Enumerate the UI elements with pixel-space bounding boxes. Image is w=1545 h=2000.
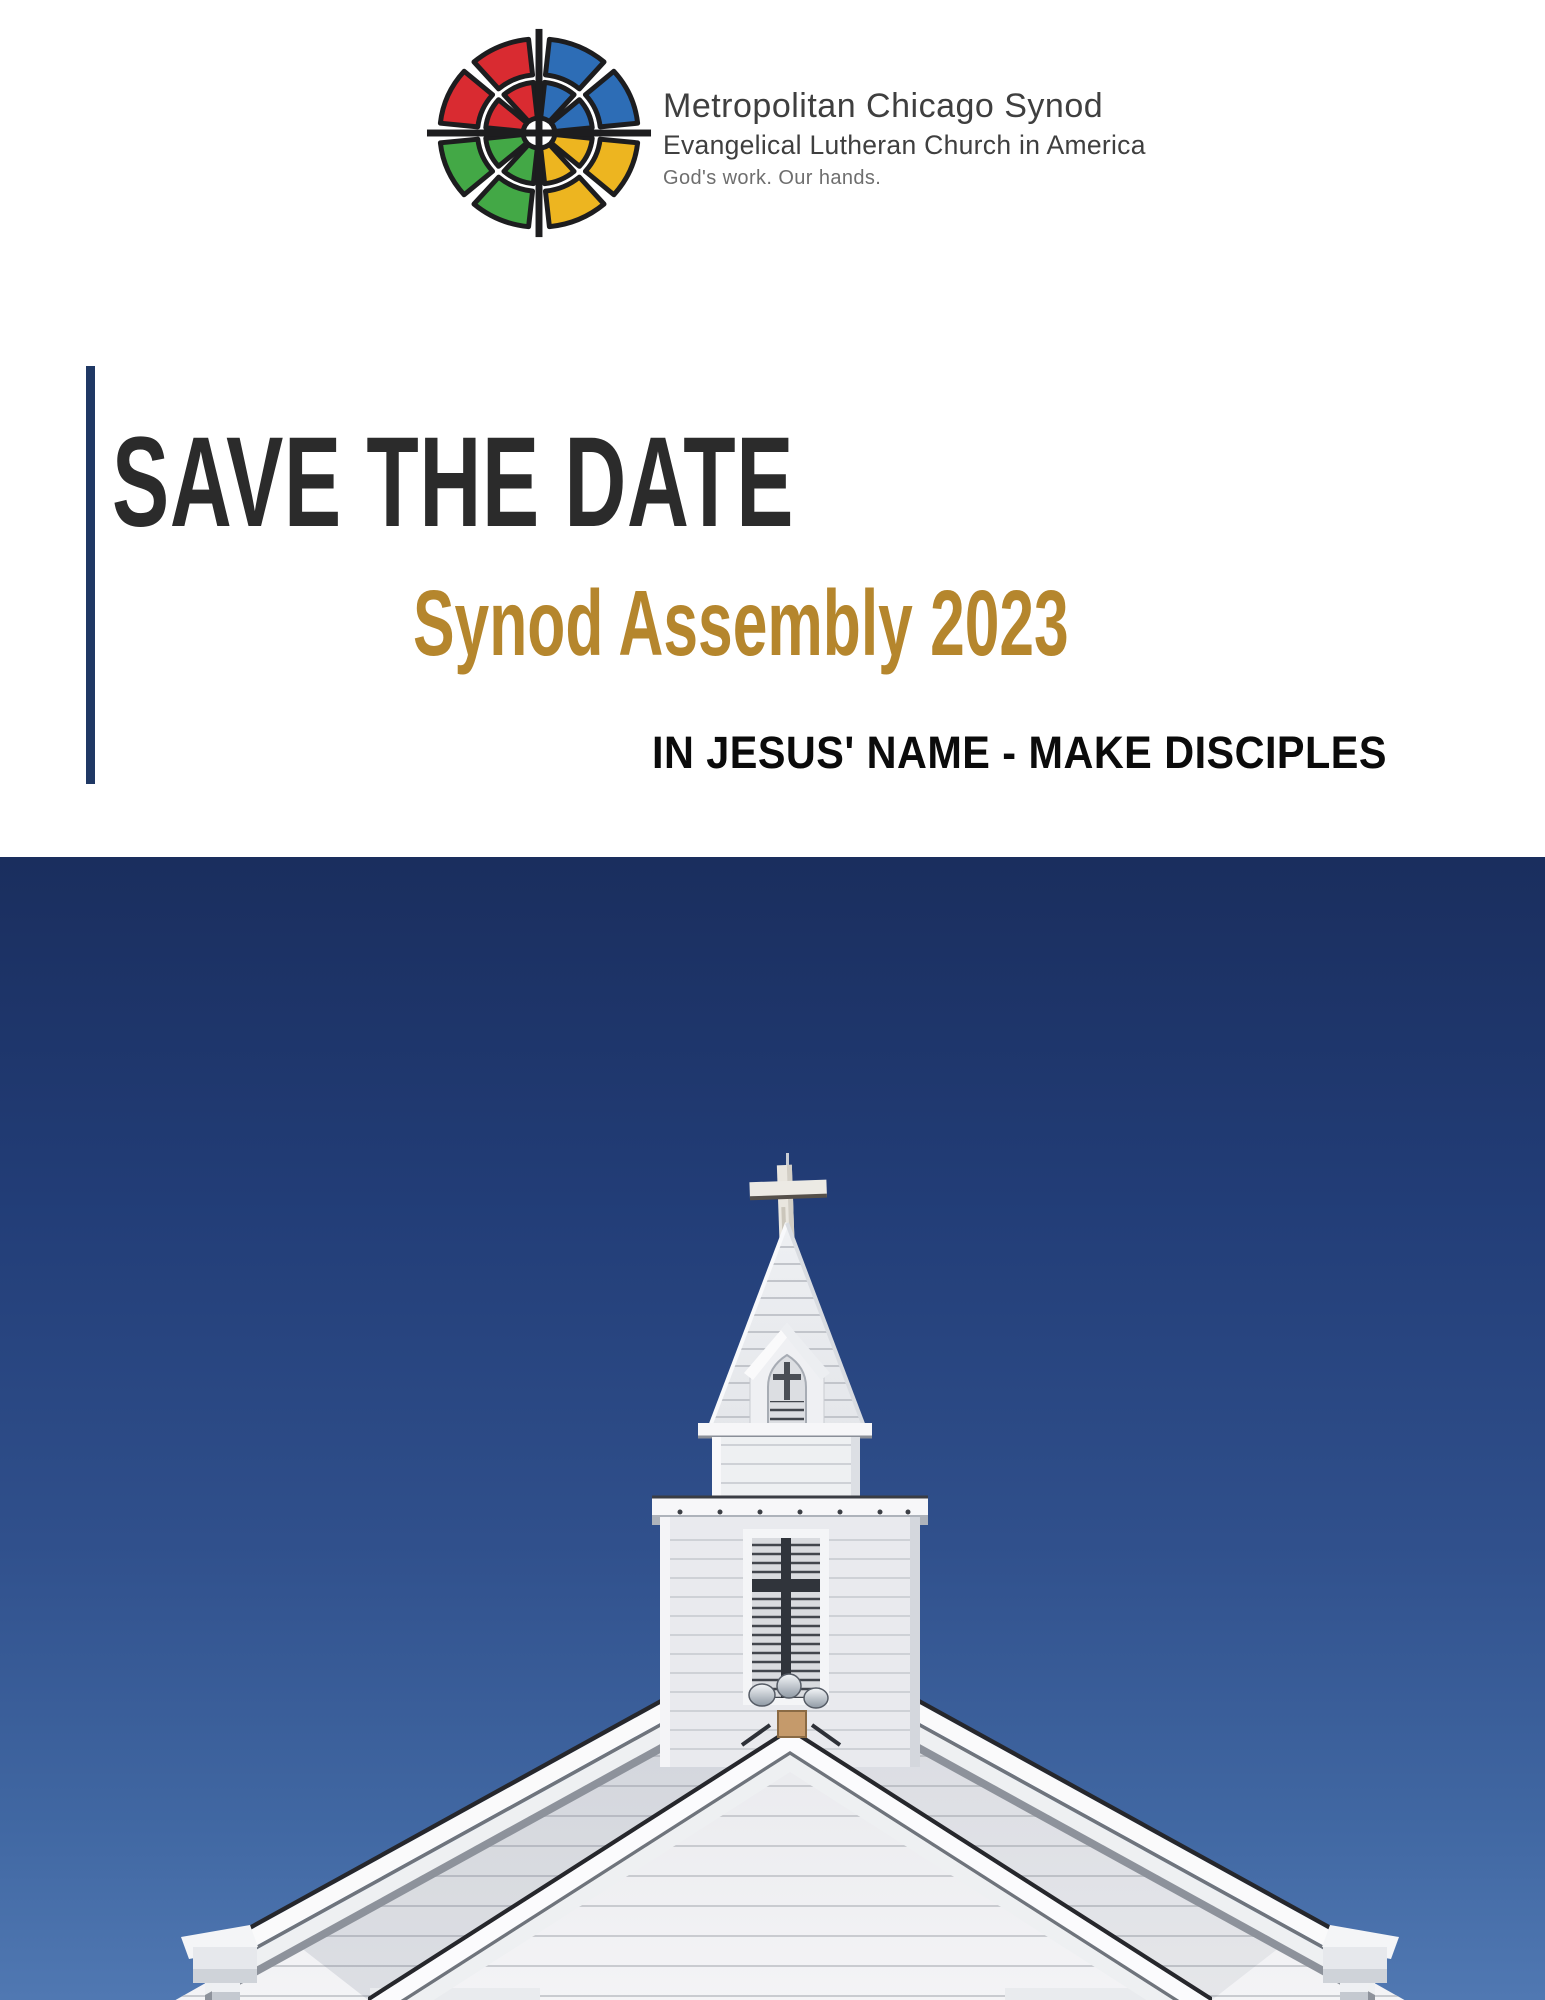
org-logo-block bbox=[425, 28, 653, 240]
logo-green-quadrant bbox=[440, 135, 537, 227]
org-name: Metropolitan Chicago Synod bbox=[663, 87, 1104, 125]
church-steeple-photo bbox=[0, 857, 1545, 2000]
page-title: SAVE THE DATE bbox=[112, 411, 795, 554]
lightning-rod bbox=[786, 1153, 789, 1167]
logo-blue-quadrant bbox=[541, 39, 638, 131]
logo-cross bbox=[427, 29, 651, 237]
event-theme: IN JESUS' NAME - MAKE DISCIPLES bbox=[652, 727, 1387, 778]
org-tagline: God's work. Our hands. bbox=[663, 166, 882, 189]
org-subtitle: Evangelical Lutheran Church in America bbox=[663, 129, 1146, 160]
elca-logo-icon bbox=[425, 28, 653, 240]
org-text-block bbox=[663, 86, 1146, 191]
event-subtitle: Synod Assembly 2023 bbox=[413, 571, 1069, 675]
accent-bar bbox=[86, 366, 95, 784]
logo-red-quadrant bbox=[440, 39, 537, 131]
logo-yellow-quadrant bbox=[541, 135, 638, 227]
